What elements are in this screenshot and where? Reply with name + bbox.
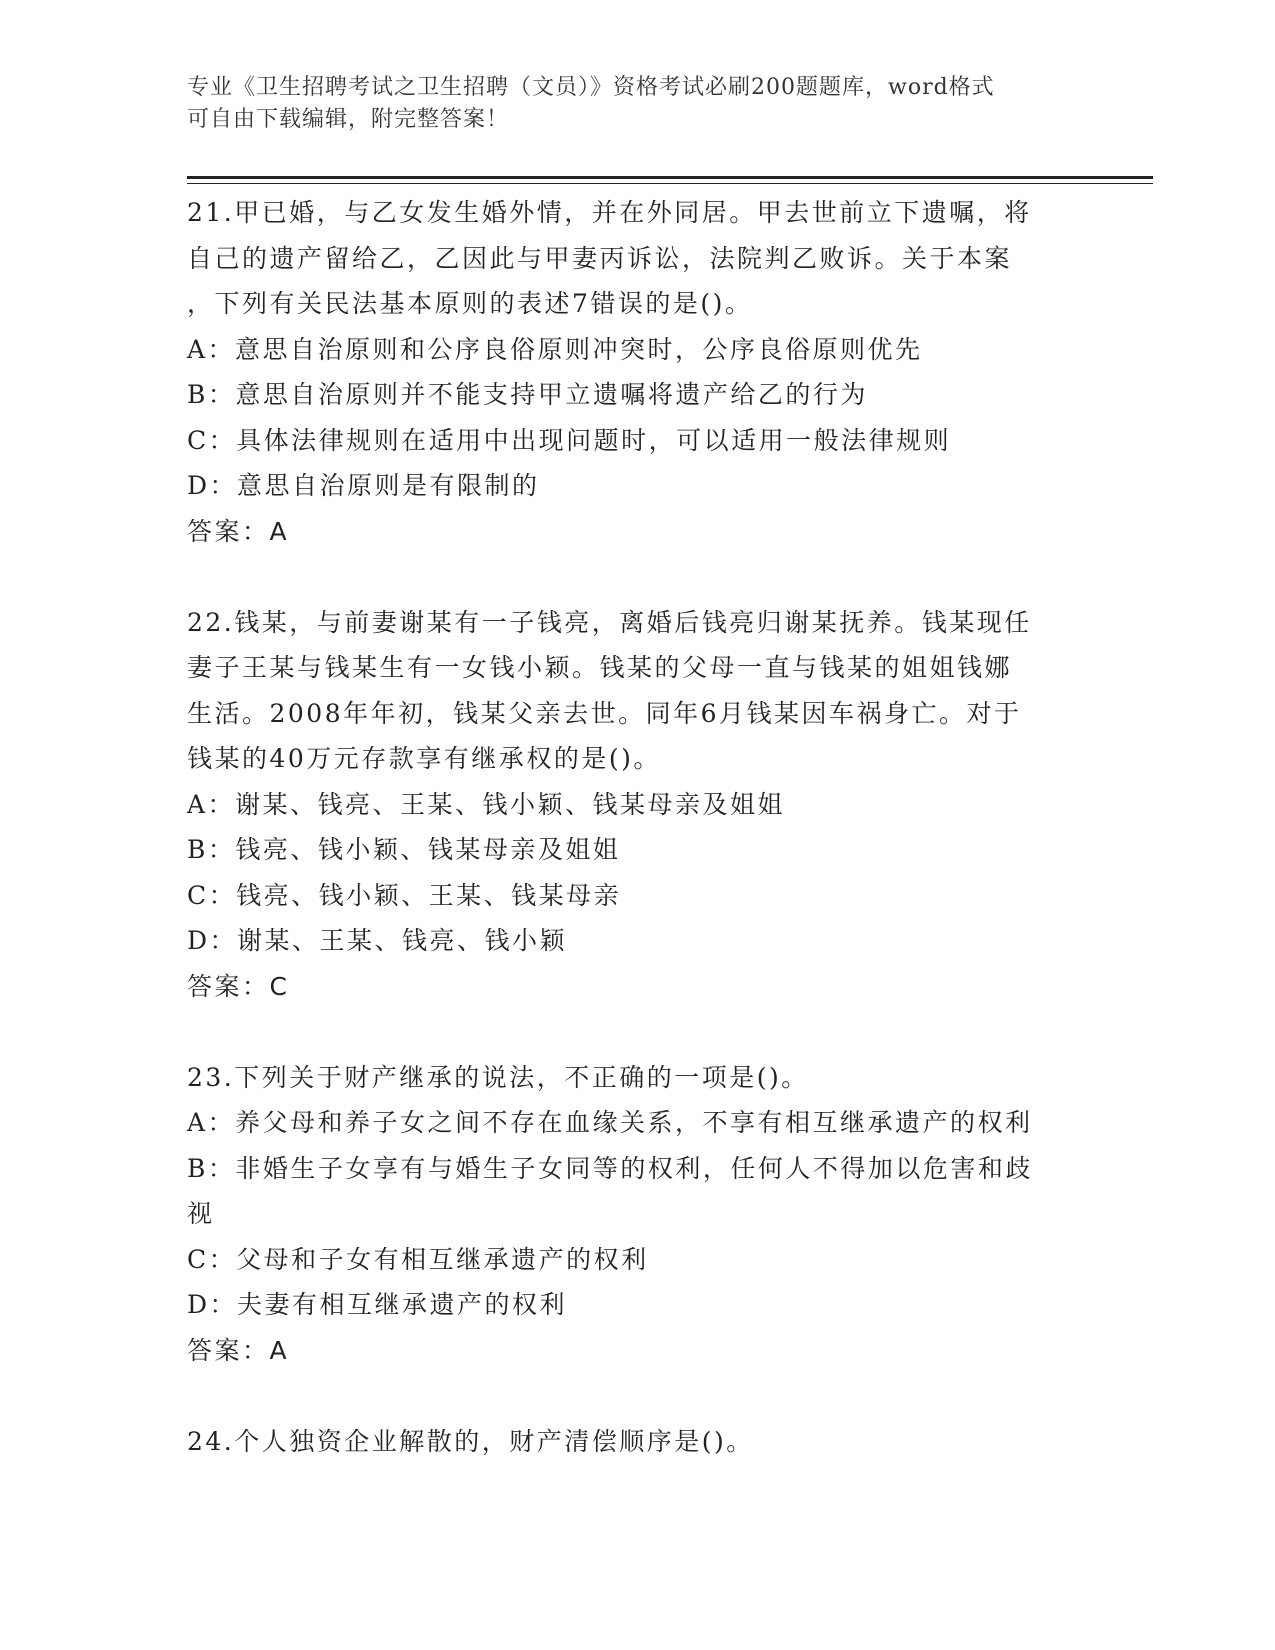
answer-line: 答案：A: [187, 1335, 290, 1365]
header-line: 专业《卫生招聘考试之卫生招聘（文员）》资格考试必刷200题题库，word格式: [187, 75, 995, 100]
question-22: [187, 600, 1087, 1055]
question-stem-line: 22.钱某，与前妻谢某有一子钱亮，离婚后钱亮归谢某抚养。钱某现任: [187, 607, 1032, 637]
question-spacer: [187, 1373, 1087, 1419]
question-stem-line: 妻子王某与钱某生有一女钱小颖。钱某的父母一直与钱某的姐姐钱娜: [187, 653, 1013, 682]
option-b: B：意思自治原则并不能支持甲立遗嘱将遗产给乙的行为: [187, 380, 868, 409]
question-spacer: [187, 1009, 1087, 1055]
question-stem-line: 23.下列关于财产继承的说法，不正确的一项是()。: [187, 1062, 809, 1092]
question-stem-line: ，下列有关民法基本原则的表述7错误的是()。: [187, 289, 753, 318]
option-a: A：意思自治原则和公序良俗原则冲突时，公序良俗原则优先: [187, 334, 923, 364]
option-c: C：父母和子女有相互继承遗产的权利: [187, 1244, 649, 1274]
question-stem-line: 21.甲已婚，与乙女发生婚外情，并在外同居。甲去世前立下遗嘱，将: [187, 198, 1032, 227]
option-a: A：谢某、钱亮、王某、钱小颖、钱某母亲及姐姐: [187, 789, 786, 819]
answer-line: 答案：C: [187, 971, 290, 1001]
header-line: 可自由下载编辑，附完整答案！: [187, 107, 510, 132]
option-c: C：具体法律规则在适用中出现问题时，可以适用一般法律规则: [187, 425, 952, 455]
question-stem-line: 自己的遗产留给乙，乙因此与甲妻丙诉讼，法院判乙败诉。关于本案: [187, 243, 1013, 273]
option-b: B：钱亮、钱小颖、钱某母亲及姐姐: [187, 835, 621, 864]
question-21: [187, 190, 1087, 600]
option-b: B：非婚生子女享有与婚生子女同等的权利，任何人不得加以危害和歧: [187, 1153, 1033, 1183]
option-d: D：夫妻有相互继承遗产的权利: [187, 1290, 568, 1319]
question-list: [187, 190, 1087, 1464]
question-23: [187, 1055, 1087, 1419]
document-header: [187, 72, 1087, 136]
question-stem-line: 钱某的40万元存款享有继承权的是()。: [187, 744, 661, 773]
option-d: D：谢某、王某、钱亮、钱小颖: [187, 926, 568, 955]
option-a: A：养父母和养子女之间不存在血缘关系，不享有相互继承遗产的权利: [187, 1108, 1033, 1137]
header-divider-thin: [187, 183, 1153, 184]
question-24: [187, 1419, 1087, 1465]
header-divider-thick: [187, 176, 1153, 179]
answer-line: 答案：A: [187, 516, 290, 546]
option-c: C：钱亮、钱小颖、王某、钱某母亲: [187, 880, 622, 910]
question-stem-line: 24.个人独资企业解散的，财产清偿顺序是()。: [187, 1426, 754, 1456]
question-spacer: [187, 554, 1087, 600]
option-d: D：意思自治原则是有限制的: [187, 471, 540, 500]
option-b-continued: 视: [187, 1199, 215, 1228]
question-stem-line: 生活。2008年年初，钱某父亲去世。同年6月钱某因车祸身亡。对于: [187, 698, 1022, 728]
